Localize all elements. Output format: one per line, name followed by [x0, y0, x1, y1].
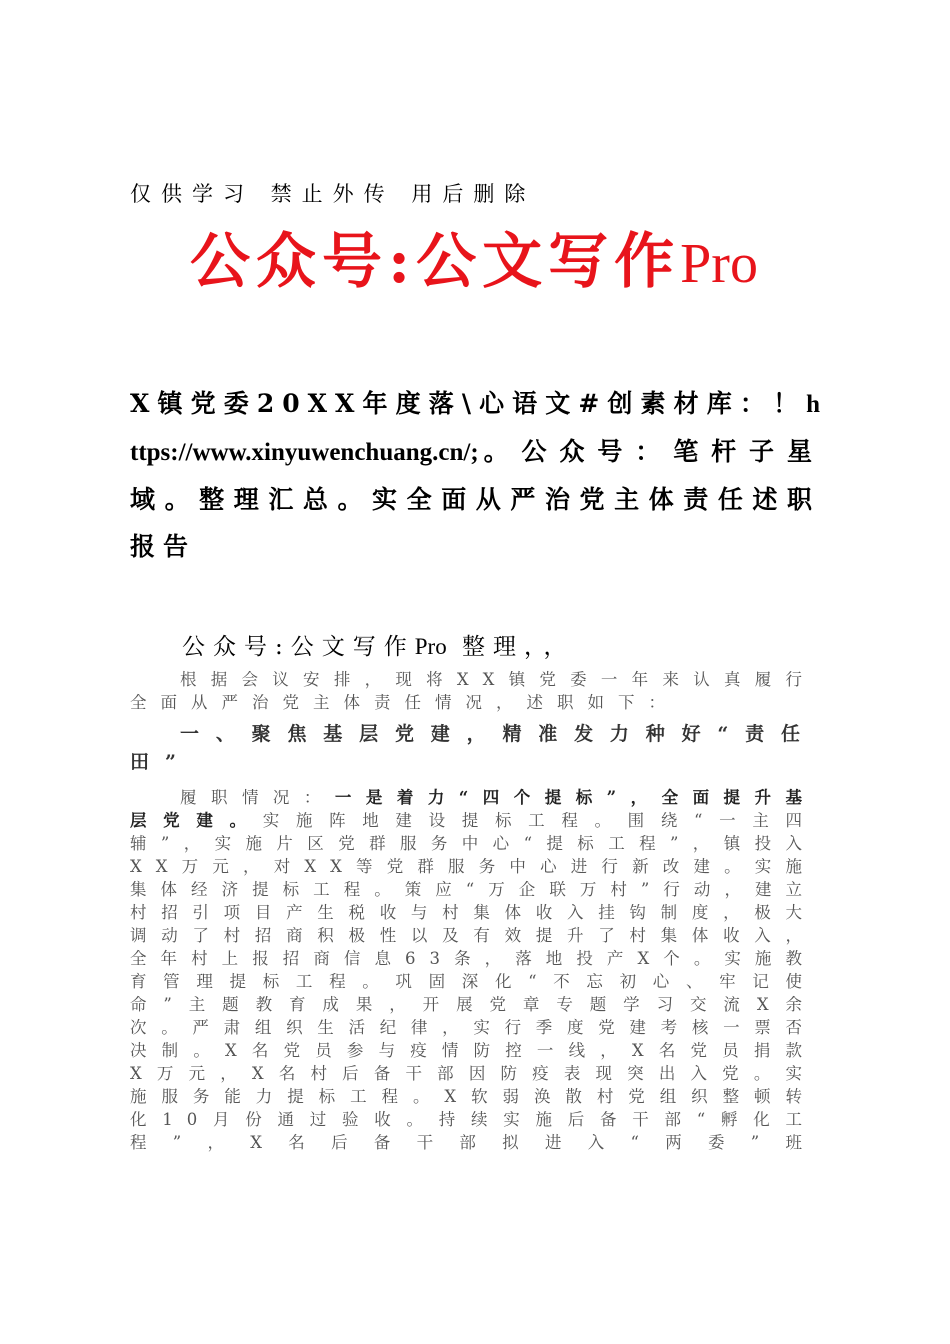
- document-title: [130, 380, 820, 570]
- section1-heading: 一、聚焦基层党建，精准发力种好“责任田”: [130, 723, 816, 773]
- section1-text: 实施阵地建设提标工程。围绕“一主四辅”，实施片区党群服务中心“提标工程”，镇投入XX万元，对XX等党群服务中心进行新改建。实施集体经济提标工程。策应“万企联万村”行动，建立村招引项目产生税收与村集体收入挂钩制度，极大调动了村招商积极性以及有效提升了村集体收入，全年村上报招商信息63条，落地投产X个。实施教育管理提标工程。巩固深化“不忘初心、牢记使命”主题教育成果，开展党章专题学习交流X余次。严肃组织生活纪律，实行季度党建考核一票否决制。X名党员参与疫情防控一线，X名党员捐款X万元，X名村后备干部因防疫表现突出入党。实施服务能力提标工程。X软弱涣散村党组织整顿转化10月份通过验收。持续实施后备干部“孵化工程”，X名后备干部拟进入“两委”班: [130, 811, 817, 1152]
- credit-line: [182, 628, 575, 661]
- brand-banner: [190, 222, 758, 304]
- brand-cn-text: 公众号:公文写作: [190, 227, 681, 297]
- credit-suffix: 整理，，: [446, 634, 575, 660]
- title-part1: X镇党委20XX年度落\心语文#创素材库：！: [130, 389, 807, 418]
- title-part2: 。公众号：笔杆子星域。整理汇总。实全面从严治党主体责任述职报告: [130, 437, 820, 561]
- usage-notice: 仅供学习 禁止外传 用后删除: [130, 182, 536, 206]
- document-body: [130, 668, 816, 1154]
- section1-lead: 履职情况：: [180, 788, 335, 807]
- brand-latin-text: Pro: [680, 233, 758, 295]
- credit-prefix: 公众号:公文写作: [182, 634, 415, 660]
- credit-latin: Pro: [414, 634, 447, 659]
- title-url: https://www.xinyuwenchuang.cn/;: [130, 391, 820, 466]
- section1-paragraph: [130, 786, 816, 1154]
- intro-paragraph: 根据会议安排，现将XX镇党委一年来认真履行全面从严治党主体责任情况，述职如下：: [130, 670, 816, 712]
- section1-emphasis: 一是着力“四个提标”，全面提升基层党建。: [130, 788, 817, 830]
